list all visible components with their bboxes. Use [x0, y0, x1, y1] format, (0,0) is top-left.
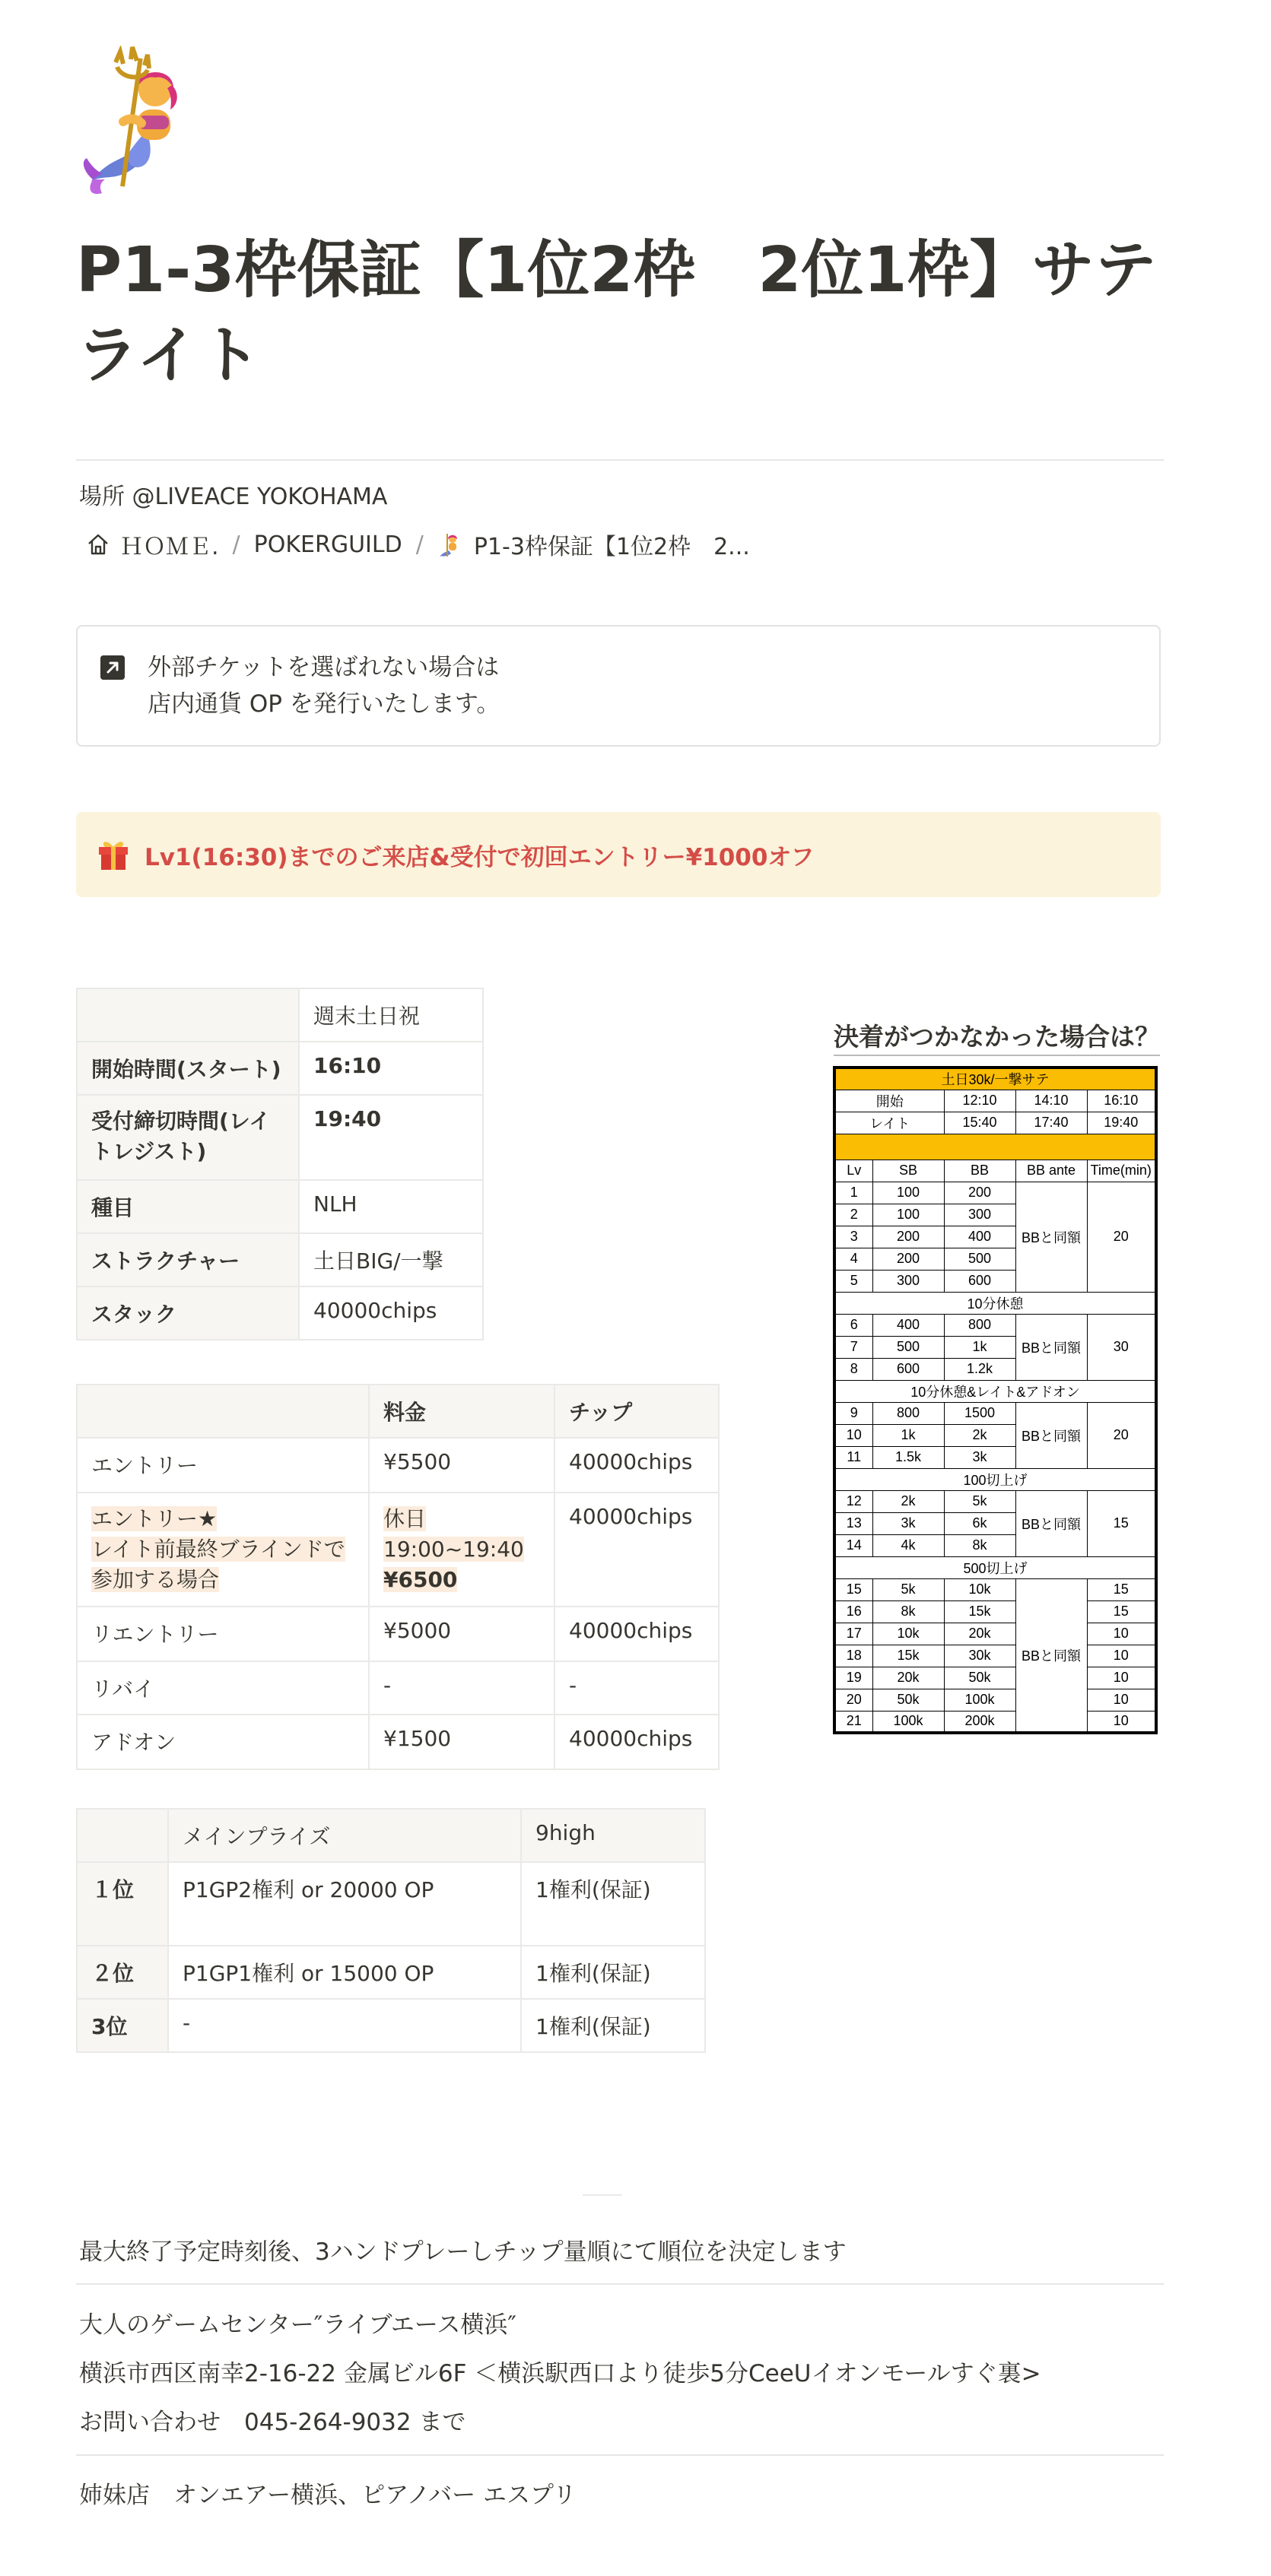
- table-value: 16:10: [299, 1042, 483, 1095]
- time-cell: 20: [1087, 1402, 1156, 1468]
- highlight-text: 参加する場合: [91, 1567, 220, 1592]
- divider: [76, 2283, 1164, 2285]
- home-icon: [85, 531, 111, 557]
- bb-cell: 6k: [944, 1512, 1015, 1534]
- table-value: NLH: [299, 1180, 483, 1233]
- bb-cell: 30k: [944, 1645, 1015, 1667]
- ante-cell: BBと同額: [1015, 1314, 1087, 1380]
- sb-cell: 200: [872, 1248, 944, 1270]
- prize-table: [76, 1808, 706, 2053]
- table-value: -: [554, 1661, 719, 1715]
- level-cell: 4: [834, 1248, 872, 1270]
- breadcrumb-separator: /: [415, 531, 424, 558]
- level-cell: 20: [834, 1689, 872, 1711]
- sb-cell: 50k: [872, 1689, 944, 1711]
- offer-text: Lv1(16:30)までのご来店&受付で初回エントリー¥1000オフ: [145, 844, 815, 871]
- breadcrumb-label: P1-3枠保証【1位2枠 2...: [473, 534, 750, 560]
- bb-cell: 1k: [944, 1336, 1015, 1358]
- table-header: メインプライズ: [168, 1809, 521, 1862]
- bb-cell: 400: [944, 1226, 1015, 1248]
- table-value: ¥5500: [369, 1438, 554, 1493]
- arrow-up-right-icon: [100, 655, 125, 680]
- breadcrumb-home[interactable]: [85, 528, 219, 561]
- time-cell: 15: [1087, 1578, 1156, 1600]
- level-cell: 7: [834, 1336, 872, 1358]
- table-label: 種目: [77, 1180, 299, 1233]
- level-cell: 13: [834, 1512, 872, 1534]
- ante-cell: BBと同額: [1015, 1490, 1087, 1556]
- sb-cell: 600: [872, 1358, 944, 1380]
- level-cell: 16: [834, 1600, 872, 1623]
- table-header: [77, 1385, 369, 1438]
- time-cell: 10: [1087, 1689, 1156, 1711]
- table-label: アドオン: [77, 1715, 369, 1769]
- sb-cell: 20k: [872, 1667, 944, 1689]
- break-row: 100切上げ: [834, 1468, 1156, 1490]
- gift-icon: [94, 835, 132, 873]
- bb-cell: 500: [944, 1248, 1015, 1270]
- table-header: [77, 1809, 168, 1862]
- table-value: P1GP1権利 or 15000 OP: [168, 1946, 521, 1999]
- divider: [583, 2194, 622, 2196]
- bb-cell: 2k: [944, 1424, 1015, 1446]
- col-header: BB ante: [1015, 1160, 1087, 1182]
- breadcrumb-label: ＨＯＭＥ.: [120, 534, 219, 560]
- bb-cell: 3k: [944, 1446, 1015, 1468]
- table-value: [369, 1493, 554, 1607]
- fee-table: [76, 1384, 720, 1770]
- level-cell: 2: [834, 1204, 872, 1226]
- venue-text: 大人のゲームセンター″ライブエース横浜″: [79, 2311, 516, 2339]
- sb-cell: 300: [872, 1270, 944, 1292]
- bb-cell: 200: [944, 1182, 1015, 1204]
- bb-cell: 1.2k: [944, 1358, 1015, 1380]
- sb-cell: 100: [872, 1182, 944, 1204]
- sb-cell: 500: [872, 1336, 944, 1358]
- table-value: 40000chips: [554, 1493, 719, 1607]
- time-cell: 15: [1087, 1490, 1156, 1556]
- rule-text: 最大終了予定時刻後、3ハンドプレーしチップ量順にて順位を決定します: [79, 2238, 847, 2266]
- late-time: 17:40: [1015, 1112, 1087, 1134]
- time-cell: 10: [1087, 1645, 1156, 1667]
- time-cell: 10: [1087, 1623, 1156, 1645]
- sb-cell: 5k: [872, 1578, 944, 1600]
- bb-cell: 200k: [944, 1711, 1015, 1733]
- bb-cell: 50k: [944, 1667, 1015, 1689]
- breadcrumb-pokerguild[interactable]: [254, 531, 402, 558]
- highlight-text: 休日: [383, 1506, 427, 1531]
- table-label: スタック: [77, 1286, 299, 1340]
- level-cell: 11: [834, 1446, 872, 1468]
- late-time: 19:40: [1087, 1112, 1156, 1134]
- ante-cell: BBと同額: [1015, 1578, 1087, 1733]
- breadcrumb: [85, 528, 750, 561]
- breadcrumb-label: POKERGUILD: [253, 531, 402, 558]
- address-text: 横浜市西区南幸2-16-22 金属ビル6F ＜横浜駅西口より徒歩5分CeeUイオンモールすぐ裏>: [79, 2360, 1041, 2387]
- bb-cell: 15k: [944, 1600, 1015, 1623]
- table-value: 40000chips: [554, 1607, 719, 1661]
- table-label: リエントリー: [77, 1607, 369, 1661]
- table-label: ２位: [77, 1946, 168, 1999]
- table-label: 開始時間(スタート): [77, 1042, 299, 1095]
- sb-cell: 800: [872, 1402, 944, 1424]
- highlight-text: エントリー★: [91, 1506, 218, 1531]
- table-label: 3位: [77, 1999, 168, 2052]
- table-cell: [77, 988, 299, 1042]
- level-cell: 14: [834, 1534, 872, 1556]
- ante-cell: BBと同額: [1015, 1182, 1087, 1292]
- sb-cell: 200: [872, 1226, 944, 1248]
- highlight-text: ¥6500: [383, 1567, 458, 1592]
- bb-cell: 5k: [944, 1490, 1015, 1512]
- merperson-icon[interactable]: [76, 46, 213, 198]
- blind-structure-image: [833, 1066, 1158, 1734]
- table-label: [77, 1493, 369, 1607]
- bb-cell: 8k: [944, 1534, 1015, 1556]
- col-header: Time(min): [1087, 1160, 1156, 1182]
- col-header: SB: [872, 1160, 944, 1182]
- sb-cell: 100: [872, 1204, 944, 1226]
- highlight-text: 19:00~19:40: [383, 1537, 524, 1562]
- start-time: 16:10: [1087, 1090, 1156, 1112]
- callout-line: 店内通貨 OP を発行いたします。: [148, 690, 500, 718]
- info-table: [76, 988, 484, 1340]
- table-label: 受付締切時間(レイトレジスト): [77, 1095, 299, 1180]
- bb-cell: 1500: [944, 1402, 1015, 1424]
- table-value: 40000chips: [299, 1286, 483, 1340]
- merperson-icon: [437, 531, 465, 558]
- late-label: レイト: [834, 1112, 944, 1134]
- table-header: 料金: [369, 1385, 554, 1438]
- level-cell: 17: [834, 1623, 872, 1645]
- table-label: エントリー: [77, 1438, 369, 1493]
- callout-ticket: [76, 625, 1161, 747]
- level-cell: 3: [834, 1226, 872, 1248]
- callout-line: 外部チケットを選ばれない場合は: [148, 654, 500, 681]
- table-label: リバイ: [77, 1661, 369, 1715]
- bb-cell: 800: [944, 1314, 1015, 1336]
- table-value: 40000chips: [554, 1438, 719, 1493]
- time-cell: 15: [1087, 1600, 1156, 1623]
- break-row: 10分休憩: [834, 1292, 1156, 1314]
- table-header: チップ: [554, 1385, 719, 1438]
- bb-cell: 600: [944, 1270, 1015, 1292]
- breadcrumb-current[interactable]: [437, 528, 750, 561]
- table-label: １位: [77, 1862, 168, 1946]
- bb-cell: 20k: [944, 1623, 1015, 1645]
- sb-cell: 1.5k: [872, 1446, 944, 1468]
- sb-cell: 100k: [872, 1711, 944, 1733]
- table-value: ¥1500: [369, 1715, 554, 1769]
- level-cell: 9: [834, 1402, 872, 1424]
- level-cell: 19: [834, 1667, 872, 1689]
- table-header: 週末土日祝: [299, 988, 483, 1042]
- structure-heading: 決着がつかなかった場合は？: [834, 1017, 1160, 1056]
- callout-offer: [76, 812, 1161, 897]
- ante-cell: BBと同額: [1015, 1402, 1087, 1468]
- sb-cell: 10k: [872, 1623, 944, 1645]
- page-title: P1-3枠保証【1位2枠 2位1枠】サテライト: [76, 234, 1157, 392]
- table-header: 9high: [521, 1809, 705, 1862]
- bb-cell: 10k: [944, 1578, 1015, 1600]
- breadcrumb-separator: /: [232, 531, 240, 558]
- property-place: 場所 @LIVEACE YOKOHAMA: [79, 484, 388, 510]
- sb-cell: 400: [872, 1314, 944, 1336]
- start-time: 12:10: [944, 1090, 1015, 1112]
- level-cell: 12: [834, 1490, 872, 1512]
- structure-title: 土日30k/一撃サテ: [834, 1068, 1156, 1090]
- col-header: Lv: [834, 1160, 872, 1182]
- level-cell: 15: [834, 1578, 872, 1600]
- time-cell: 10: [1087, 1667, 1156, 1689]
- break-row: 500切上げ: [834, 1556, 1156, 1578]
- sb-cell: 15k: [872, 1645, 944, 1667]
- bb-cell: 300: [944, 1204, 1015, 1226]
- divider: [76, 2454, 1164, 2456]
- break-row: 10分休憩&レイト&アドオン: [834, 1380, 1156, 1402]
- level-cell: 18: [834, 1645, 872, 1667]
- sister-store-text: 姉妹店 オンエアー横浜、ピアノバー エスプリ: [79, 2482, 577, 2509]
- separator-bar: [834, 1134, 1156, 1160]
- time-cell: 20: [1087, 1182, 1156, 1292]
- time-cell: 30: [1087, 1314, 1156, 1380]
- time-cell: 10: [1087, 1711, 1156, 1733]
- table-value: -: [168, 1999, 521, 2052]
- divider: [76, 459, 1164, 461]
- table-value: 1権利(保証): [521, 1999, 705, 2052]
- table-value: ¥5000: [369, 1607, 554, 1661]
- sb-cell: 4k: [872, 1534, 944, 1556]
- table-value: -: [369, 1661, 554, 1715]
- sb-cell: 3k: [872, 1512, 944, 1534]
- table-value: 土日BIG/一撃: [299, 1233, 483, 1286]
- late-time: 15:40: [944, 1112, 1015, 1134]
- level-cell: 10: [834, 1424, 872, 1446]
- col-header: BB: [944, 1160, 1015, 1182]
- bb-cell: 100k: [944, 1689, 1015, 1711]
- highlight-text: レイト前最終ブラインドで: [91, 1537, 345, 1562]
- table-value: P1GP2権利 or 20000 OP: [168, 1862, 521, 1946]
- level-cell: 8: [834, 1358, 872, 1380]
- level-cell: 21: [834, 1711, 872, 1733]
- level-cell: 5: [834, 1270, 872, 1292]
- table-label: ストラクチャー: [77, 1233, 299, 1286]
- table-value: 40000chips: [554, 1715, 719, 1769]
- start-time: 14:10: [1015, 1090, 1087, 1112]
- table-value: 1権利(保証): [521, 1862, 705, 1946]
- start-label: 開始: [834, 1090, 944, 1112]
- contact-text: お問い合わせ 045-264-9032 まで: [79, 2409, 466, 2436]
- table-value: 1権利(保証): [521, 1946, 705, 1999]
- sb-cell: 2k: [872, 1490, 944, 1512]
- level-cell: 1: [834, 1182, 872, 1204]
- table-value: 19:40: [299, 1095, 483, 1180]
- sb-cell: 1k: [872, 1424, 944, 1446]
- level-cell: 6: [834, 1314, 872, 1336]
- sb-cell: 8k: [872, 1600, 944, 1623]
